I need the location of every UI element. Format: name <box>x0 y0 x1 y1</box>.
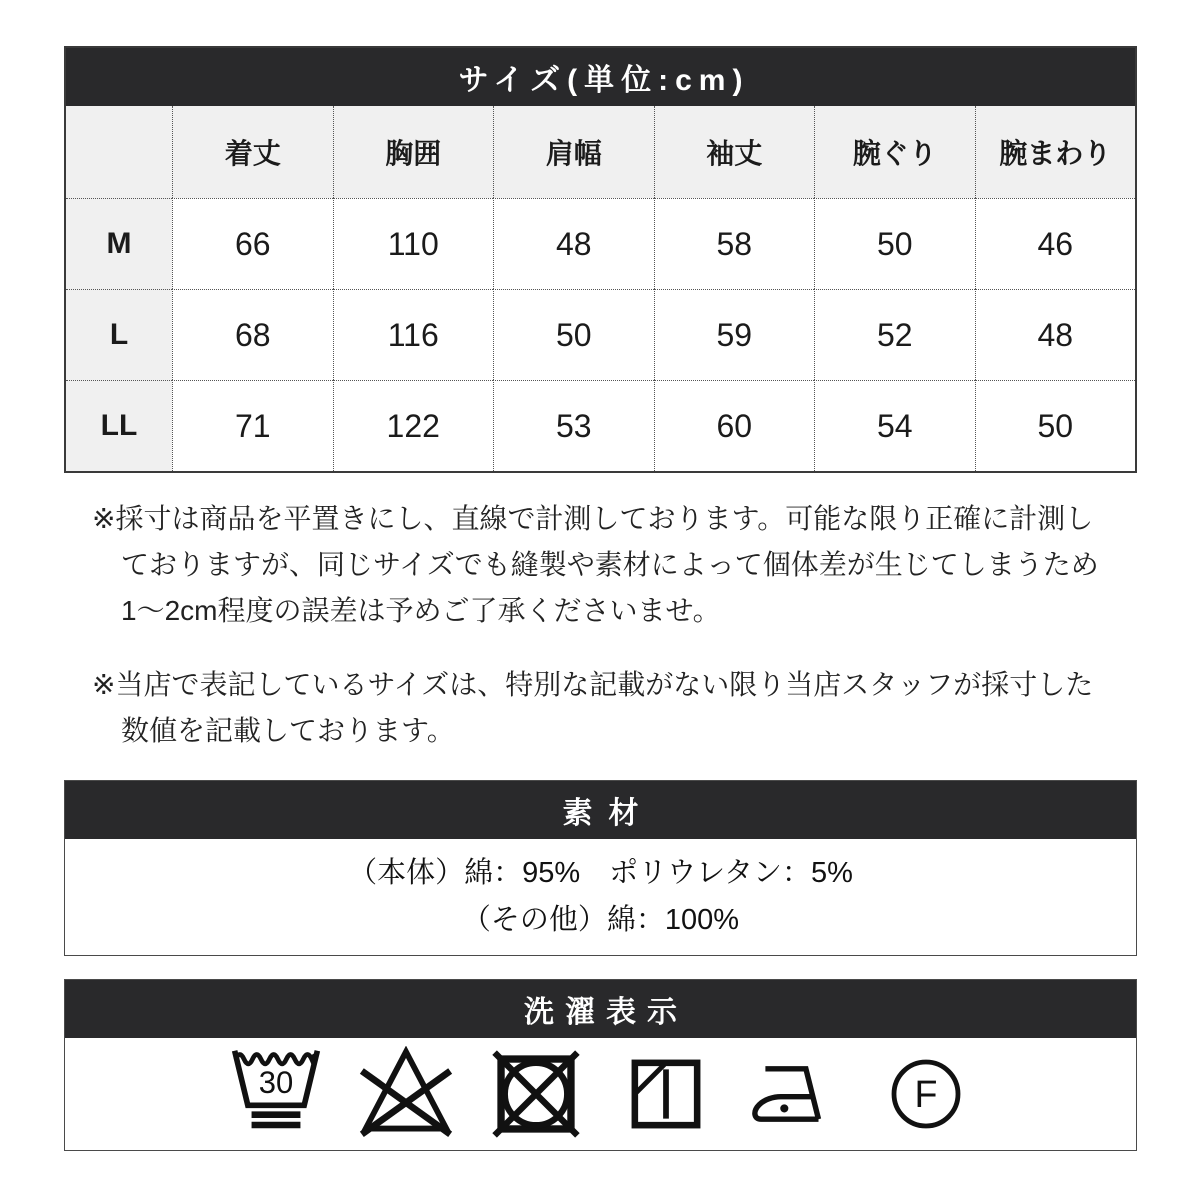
laundry-icons-row <box>65 1038 1136 1150</box>
do-not-bleach-icon <box>356 1046 456 1142</box>
dry-clean-letter: F <box>914 1072 937 1115</box>
value-m-arm-width: 46 <box>975 198 1136 289</box>
material-title: 素材 <box>562 797 655 830</box>
value-l-sleeve: 59 <box>654 289 815 380</box>
note-line: ※当店で表記しているサイズは、特別な記載がない限り当店スタッフが採寸した <box>92 669 1094 700</box>
value-ll-sleeve: 60 <box>654 380 815 471</box>
material-section <box>64 780 1137 956</box>
material-title-bar <box>65 781 1136 839</box>
column-header-length: 着丈 <box>172 106 333 198</box>
column-header-armhole: 腕ぐり <box>814 106 975 198</box>
wash-temperature-label: 30 <box>258 1065 293 1101</box>
column-header-shoulder: 肩幅 <box>493 106 654 198</box>
value-m-sleeve: 58 <box>654 198 815 289</box>
wash-30-very-gentle-icon <box>226 1047 326 1141</box>
value-l-length: 68 <box>172 289 333 380</box>
measurement-notes <box>92 496 1122 754</box>
value-m-chest: 110 <box>333 198 494 289</box>
note-line: 数値を記載しております。 <box>121 715 455 746</box>
value-m-shoulder: 48 <box>493 198 654 289</box>
column-header-arm-width: 腕まわり <box>975 106 1136 198</box>
column-header-chest: 胸囲 <box>333 106 494 198</box>
note-line: ※採寸は商品を平置きにし、直線で計測しております。可能な限り正確に計測し <box>92 503 1094 534</box>
material-body <box>65 839 1136 955</box>
laundry-title: 洗濯表示 <box>524 996 688 1029</box>
value-l-armhole: 52 <box>814 289 975 380</box>
row-label-m: M <box>66 198 172 289</box>
value-ll-length: 71 <box>172 380 333 471</box>
row-label-ll: LL <box>66 380 172 471</box>
value-ll-armhole: 54 <box>814 380 975 471</box>
row-label-l: L <box>66 289 172 380</box>
material-line-main: （本体）綿：95% ポリウレタン：5% <box>348 857 853 889</box>
note-measurement-accuracy <box>92 496 1122 634</box>
value-l-shoulder: 50 <box>493 289 654 380</box>
line-dry-in-shade-icon <box>616 1053 716 1135</box>
laundry-section <box>64 979 1137 1151</box>
material-line-other: （その他）綿：100% <box>461 904 740 936</box>
laundry-title-bar <box>65 980 1136 1038</box>
value-m-armhole: 50 <box>814 198 975 289</box>
value-ll-chest: 122 <box>333 380 494 471</box>
size-table <box>66 106 1135 471</box>
size-table-corner-cell <box>66 106 172 198</box>
value-m-length: 66 <box>172 198 333 289</box>
iron-low-heat-icon <box>746 1057 846 1131</box>
value-ll-shoulder: 53 <box>493 380 654 471</box>
value-l-arm-width: 48 <box>975 289 1136 380</box>
value-l-chest: 116 <box>333 289 494 380</box>
size-table-title: サイズ(単位:cm) <box>458 64 750 97</box>
size-table-section <box>64 46 1137 473</box>
note-line: 1〜2cm程度の誤差は予めご了承くださいませ。 <box>121 595 721 626</box>
dry-clean-petroleum-solvent-icon <box>876 1054 976 1134</box>
do-not-tumble-dry-icon <box>486 1048 586 1140</box>
size-table-title-bar <box>66 48 1135 106</box>
value-ll-arm-width: 50 <box>975 380 1136 471</box>
note-staff-measured <box>92 662 1122 754</box>
note-line: ておりますが、同じサイズでも縫製や素材によって個体差が生じてしまうため <box>121 549 1099 580</box>
column-header-sleeve: 袖丈 <box>654 106 815 198</box>
